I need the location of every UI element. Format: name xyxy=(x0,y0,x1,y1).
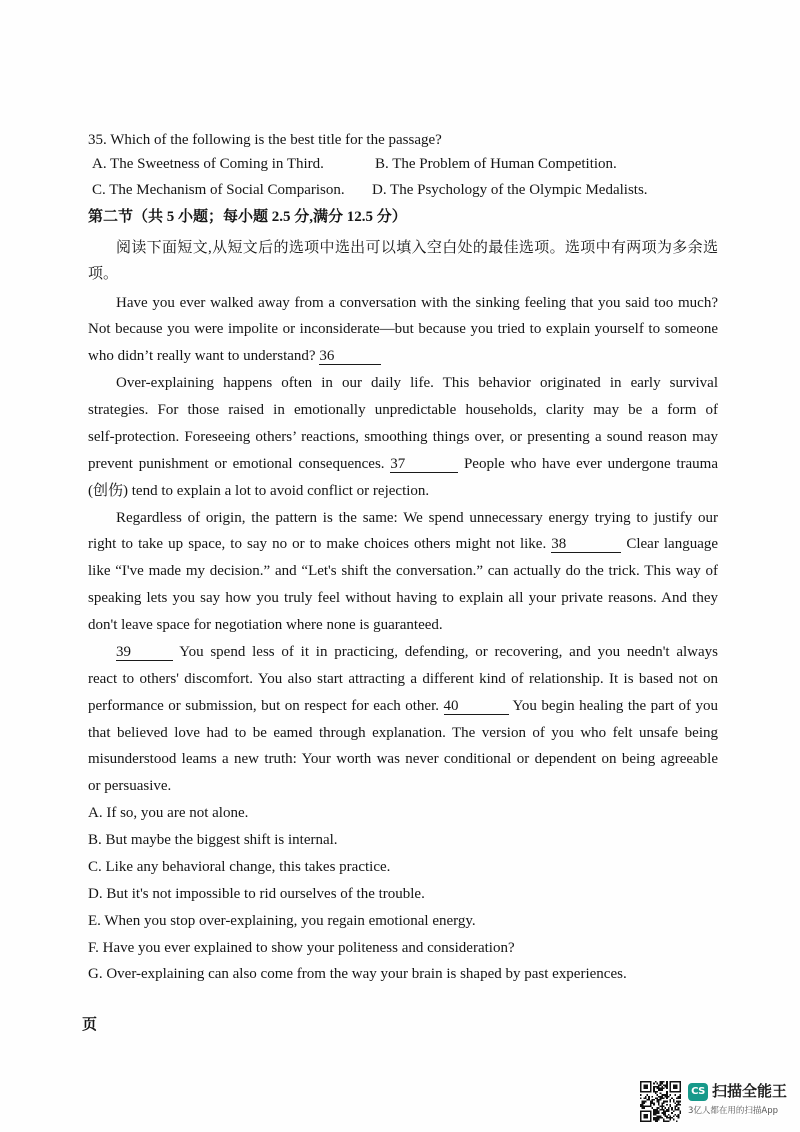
question-35-stem: 35. Which of the following is the best title for the passage? xyxy=(88,132,442,148)
section-heading: 第二节（共 5 小题；每小题 2.5 分,满分 12.5 分） xyxy=(88,209,407,225)
scanner-tagline: 3亿人都在用的扫描App xyxy=(688,1106,779,1116)
passage-line xyxy=(88,639,718,666)
scanner-app-name: 扫描全能王 xyxy=(712,1084,788,1100)
blank-40: 40 xyxy=(444,699,509,715)
option-f: F. Have you ever explained to show your politeness and consideration? xyxy=(88,939,515,956)
passage-line xyxy=(88,451,718,478)
page-mark: 页 xyxy=(82,1017,98,1033)
option-e: E. When you stop over-explaining, you regain emotional energy. xyxy=(88,912,476,929)
question-35-option-a: A. The Sweetness of Coming in Third. xyxy=(92,156,324,172)
passage-line xyxy=(88,531,718,558)
passage-line xyxy=(88,693,718,720)
blank-36: 36 xyxy=(319,349,381,365)
line-text: Clear language xyxy=(626,536,719,553)
option-c: C. Like any behavioral change, this takes practice. xyxy=(88,858,391,875)
passage-line: Regardless of origin, the pattern is the same: We spend unnecessary energy trying to justify our xyxy=(116,509,718,526)
line-text: performance or submission, but on respect for each other. xyxy=(88,697,439,714)
option-b: B. But maybe the biggest shift is internal. xyxy=(88,832,338,848)
passage-line: strategies. For those raised in emotionally unpredictable households, clarity may be a form of xyxy=(88,402,718,418)
passage-line: don't leave space for negotiation where none is guaranteed. xyxy=(88,617,443,633)
passage-line: misunderstood leams a new truth: Your worth was never conditional or dependent on being agreeable xyxy=(88,751,718,768)
line-text: You begin healing the part of you xyxy=(512,697,719,714)
passage-line: Have you ever walked away from a conversation with the sinking feeling that you said too much? xyxy=(116,294,718,311)
blank-38: 38 xyxy=(551,537,621,553)
cs-logo-icon: CS xyxy=(688,1083,708,1101)
section-instructions: 阅读下面短文,从短文后的选项中选出可以填入空白处的最佳选项。选项中有两项为多余选 xyxy=(116,240,718,256)
option-g: G. Over-explaining can also come from the way your brain is shaped by past experiences. xyxy=(88,966,627,983)
question-35-option-d: D. The Psychology of the Olympic Medalists. xyxy=(372,182,648,198)
passage-line: Not because you were impolite or inconsiderate—but because you tried to explain yourself to someone xyxy=(88,321,718,338)
passage-line: Over-explaining happens often in our daily life. This behavior originated in early survival xyxy=(116,375,718,392)
passage-line xyxy=(88,343,718,370)
answer-options xyxy=(88,800,718,988)
blank-39: 39 xyxy=(116,645,173,661)
line-text: You spend less of it in practicing, defending, or recovering, and you needn't always xyxy=(179,643,718,660)
blank-37: 37 xyxy=(390,457,458,473)
line-text: right to take up space, to say no or to make choices others might not like. xyxy=(88,536,547,553)
option-d: D. But it's not impossible to rid ourselves of the trouble. xyxy=(88,885,425,902)
question-35-option-c: C. The Mechanism of Social Comparison. xyxy=(92,182,345,198)
option-a: A. If so, you are not alone. xyxy=(88,805,249,822)
section-instructions-continued: 项。 xyxy=(88,266,119,282)
passage-line: speaking lets you say how you truly feel without having to explain all your private reasons. And they xyxy=(88,590,718,607)
passage-line: (创伤) tend to explain a lot to avoid conflict or rejection. xyxy=(88,482,430,499)
passage-line: react to others' discomfort. You also start attracting a different kind of relationship. It is based not on xyxy=(88,670,718,687)
passage-line: like “I've made my decision.” and “Let's shift the conversation.” can actually do the trick. This way of xyxy=(88,563,718,580)
line-text: prevent punishment or emotional consequences. xyxy=(88,455,385,472)
passage-line: self-protection. Foreseeing others’ reactions, smoothing things over, or presenting a sound reason may xyxy=(88,428,718,445)
line-text: People who have ever undergone trauma xyxy=(463,455,719,472)
line-text: who didn’t really want to understand? xyxy=(88,348,316,365)
qr-code-icon xyxy=(640,1081,681,1122)
passage-line: or persuasive. xyxy=(88,778,172,795)
reading-passage xyxy=(88,290,718,989)
passage-line: that believed love had to be eamed through explanation. The version of you who felt unsafe being xyxy=(88,724,718,741)
question-35-option-b: B. The Problem of Human Competition. xyxy=(375,156,617,172)
